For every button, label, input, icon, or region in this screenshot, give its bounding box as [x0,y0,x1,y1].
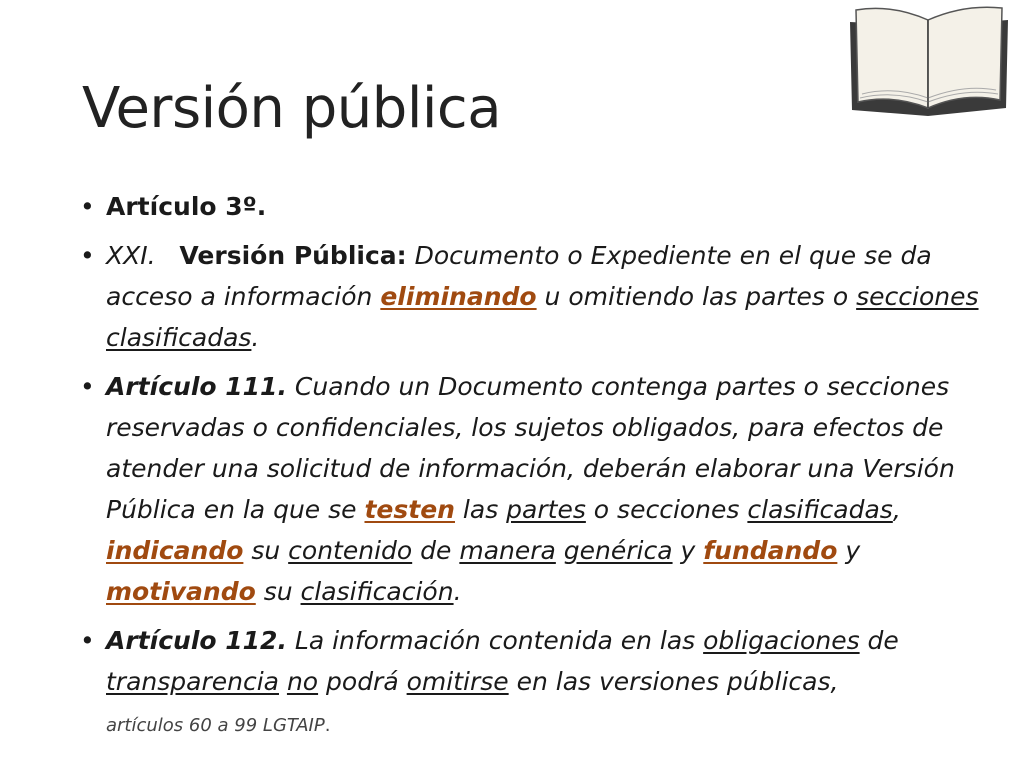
book-icon [844,2,1014,120]
article-text: de [412,536,460,565]
definition-text: Documento o Expediente en el que se da acceso a información [106,241,932,311]
slide-content [80,186,990,754]
underline-contenido: contenido [288,536,413,565]
article-text: Cuando un Documento contenga partes o secciones reservadas o confidenciales, los sujetos obligados, para efectos de atender una solicitud de información, deberán elaborar una Versión Pública en la que se [106,372,955,524]
bullet-dot: • [80,192,95,221]
article-text: y [837,536,861,565]
article-text: su [243,536,289,565]
article-text [279,667,287,696]
definition-text: . [251,323,260,352]
article-heading: Artículo 111. [106,372,287,401]
bullet-articulo-3 [80,186,990,227]
slide-title: Versión pública [82,76,502,141]
bullet-dot: • [80,626,95,655]
defined-term: Versión Pública: [179,241,407,270]
article-text: podrá [318,667,407,696]
underline-manera: manera [459,536,556,565]
highlight-fundando: fundando [703,536,838,565]
underline-clasificadas: clasificadas [747,495,893,524]
article-text: y [672,536,704,565]
article-text [556,536,564,565]
underline-secciones: secciones [856,282,979,311]
article-text: su [255,577,301,606]
underline-obligaciones: obligaciones [703,626,860,655]
bullet-articulo-112 [80,620,990,746]
underline-omitirse: omitirse [406,667,509,696]
article-text: o secciones [585,495,748,524]
article-text: las [454,495,507,524]
highlight-motivando: motivando [106,577,256,606]
article-text: La información contenida en las [286,626,704,655]
article-text: , [892,495,901,524]
underline-no: no [286,667,319,696]
underline-clasificadas: clasificadas [106,323,252,352]
highlight-indicando: indicando [106,536,244,565]
legal-reference: artículos 60 a 99 LGTAIP [106,715,325,736]
underline-clasificacion: clasificación [300,577,454,606]
underline-partes: partes [506,495,586,524]
bullet-dot: • [80,372,95,401]
highlight-testen: testen [364,495,455,524]
article-text: en las versiones públicas, [508,667,839,696]
article-heading: Artículo 112. [106,626,287,655]
bullet-dot: • [80,241,95,270]
fraction-number: XXI. [106,241,156,270]
bullet-articulo-111 [80,366,990,612]
legal-reference-end: . [324,715,331,736]
article-text: . [453,577,462,606]
underline-transparencia: transparencia [106,667,279,696]
bullet-version-publica-definition [80,235,990,358]
highlight-eliminando: eliminando [380,282,537,311]
definition-text: u omitiendo las partes o [536,282,857,311]
article-text: de [859,626,899,655]
underline-generica: genérica [563,536,673,565]
article-heading: Artículo 3º. [106,192,267,221]
